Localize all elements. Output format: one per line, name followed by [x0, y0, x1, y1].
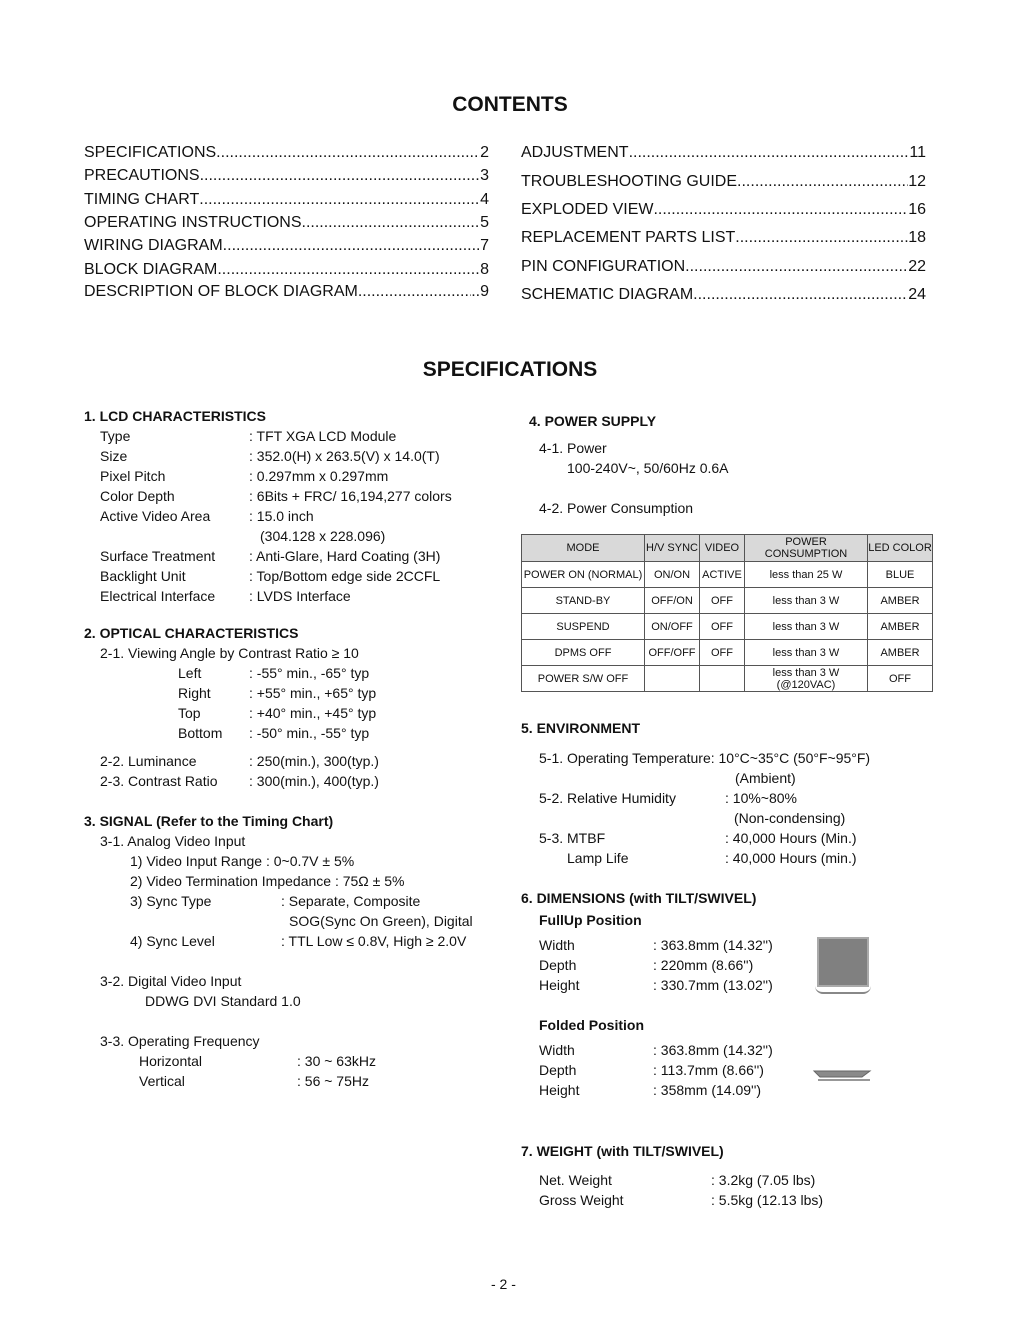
lamp-life-value: : 40,000 Hours (min.): [725, 850, 857, 866]
dim-key: Depth: [539, 1062, 577, 1078]
toc-item[interactable]: WIRING DIAGRAM ..... 7: [84, 237, 489, 255]
monitor-folded-image: [812, 1068, 872, 1082]
contents-title: CONTENTS: [452, 93, 568, 116]
table-row: [522, 614, 933, 640]
gross-weight-key: Gross Weight: [539, 1192, 624, 1208]
toc-item[interactable]: PIN CONFIGURATION ..... 22: [521, 258, 926, 276]
sync-type-key: 3) Sync Type: [130, 893, 212, 909]
table-cell: less than 25 W: [745, 562, 868, 588]
spec-value: : 15.0 inch: [249, 508, 314, 524]
power-label: 4-1. Power: [539, 440, 607, 456]
dim-key: Height: [539, 1082, 580, 1098]
specifications-title: SPECIFICATIONS: [422, 358, 598, 381]
angle-value: : +55° min., +65° typ: [249, 685, 377, 701]
table-cell: POWER ON (NORMAL): [522, 562, 645, 588]
vertical-key: Vertical: [139, 1073, 185, 1089]
vertical-value: : 56 ~ 75Hz: [297, 1073, 369, 1089]
horizontal-key: Horizontal: [139, 1053, 203, 1069]
toc-item[interactable]: TROUBLESHOOTING GUIDE ..... 12: [521, 173, 926, 191]
table-cell: DPMS OFF: [522, 640, 645, 666]
table-cell: OFF: [868, 666, 933, 692]
angle-key: Right: [178, 685, 211, 701]
table-header: H/V SYNC: [645, 535, 700, 562]
table-cell: OFF/OFF: [645, 640, 700, 666]
power-heading: 4. POWER SUPPLY: [529, 413, 657, 429]
angle-key: Top: [178, 705, 201, 721]
toc-item[interactable]: OPERATING INSTRUCTIONS ..... 5: [84, 214, 489, 232]
toc-item[interactable]: SPECIFICATIONS ..... 2: [84, 144, 489, 162]
table-row: [522, 666, 933, 692]
table-cell: [645, 666, 700, 692]
toc-item[interactable]: DESCRIPTION OF BLOCK DIAGRAM ..... ..9: [84, 283, 489, 301]
table-header: LED COLOR: [868, 535, 933, 562]
dim-value: : 363.8mm (14.32''): [653, 937, 773, 953]
table-header: MODE: [522, 535, 645, 562]
power-consumption-table: [521, 534, 933, 692]
angle-key: Left: [178, 665, 202, 681]
weight-heading: 7. WEIGHT (with TILT/SWIVEL): [521, 1143, 724, 1159]
table-cell-note: (@120VAC): [776, 678, 836, 691]
table-cell: SUSPEND: [522, 614, 645, 640]
table-cell: less than 3 W: [745, 614, 868, 640]
dim-value: : 113.7mm (8.66''): [653, 1062, 764, 1078]
toc-item[interactable]: PRECAUTIONS ..... 3: [84, 167, 489, 185]
table-cell: OFF/ON: [645, 588, 700, 614]
horizontal-value: : 30 ~ 63kHz: [297, 1053, 376, 1069]
signal-heading: 3. SIGNAL (Refer to the Timing Chart): [84, 813, 334, 829]
humidity-key: 5-2. Relative Humidity: [539, 790, 676, 806]
table-cell: POWER S/W OFF: [522, 666, 645, 692]
table-cell: less than 3 W: [745, 588, 868, 614]
dim-key: Width: [539, 1042, 575, 1058]
table-cell: ACTIVE: [700, 562, 745, 588]
dim-value: : 220mm (8.66''): [653, 957, 754, 973]
digital-input: 3-2. Digital Video Input: [100, 973, 242, 989]
table-cell: [700, 666, 745, 692]
power-consumption-label: 4-2. Power Consumption: [539, 500, 694, 516]
table-header: VIDEO: [700, 535, 745, 562]
angle-value: : -55° min., -65° typ: [249, 665, 370, 681]
table-cell: AMBER: [868, 614, 933, 640]
contrast-value: : 300(min.), 400(typ.): [249, 773, 379, 789]
table-cell-multiline: [745, 666, 868, 692]
spec-key: Color Depth: [100, 488, 175, 504]
optical-heading: 2. OPTICAL CHARACTERISTICS: [84, 625, 299, 641]
toc-item[interactable]: ADJUSTMENT ..... 11: [521, 144, 926, 162]
fullup-heading: FullUp Position: [539, 912, 642, 928]
table-cell: ON/ON: [645, 562, 700, 588]
spec-key: Electrical Interface: [100, 588, 216, 604]
table-cell: less than 3 W: [772, 666, 840, 679]
dimensions-heading: 6. DIMENSIONS (with TILT/SWIVEL): [521, 890, 757, 906]
toc-item[interactable]: REPLACEMENT PARTS LIST ..... 18: [521, 229, 926, 247]
dim-value: : 358mm (14.09''): [653, 1082, 762, 1098]
video-range: 1) Video Input Range : 0~0.7V ± 5%: [130, 853, 355, 869]
lcd-heading: 1. LCD CHARACTERISTICS: [84, 408, 267, 424]
toc-item[interactable]: BLOCK DIAGRAM ..... 8: [84, 261, 489, 279]
dim-key: Depth: [539, 957, 577, 973]
angle-value: : -50° min., -55° typ: [249, 725, 370, 741]
spec-key: Type: [100, 428, 131, 444]
dim-key: Height: [539, 977, 580, 993]
dim-value: : 330.7mm (13.02''): [653, 977, 773, 993]
sync-type-value: : Separate, Composite: [281, 893, 421, 909]
spec-key: Size: [100, 448, 128, 464]
table-cell: AMBER: [868, 640, 933, 666]
analog-input: 3-1. Analog Video Input: [100, 833, 246, 849]
humidity-value: : 10%~80%: [725, 790, 797, 806]
dim-value: : 363.8mm (14.32''): [653, 1042, 773, 1058]
sync-level-value: : TTL Low ≤ 0.8V, High ≥ 2.0V: [281, 933, 467, 949]
spec-value: (304.128 x 228.096): [260, 528, 386, 544]
spec-value: : 352.0(H) x 263.5(V) x 14.0(T): [249, 448, 440, 464]
environment-heading: 5. ENVIRONMENT: [521, 720, 641, 736]
toc-item[interactable]: SCHEMATIC DIAGRAM ..... 24: [521, 286, 926, 304]
termination: 2) Video Termination Impedance : 75Ω ± 5%: [130, 873, 405, 889]
table-cell: STAND-BY: [522, 588, 645, 614]
net-weight-value: : 3.2kg (7.05 lbs): [711, 1172, 816, 1188]
digital-standard: DDWG DVI Standard 1.0: [145, 993, 301, 1009]
page-number: - 2 -: [491, 1276, 516, 1292]
monitor-upright-image: [817, 937, 869, 987]
spec-key: Active Video Area: [100, 508, 211, 524]
operating-temperature: 5-1. Operating Temperature: 10°C~35°C (50°F~95°F): [539, 750, 871, 766]
power-value: 100-240V~, 50/60Hz 0.6A: [567, 460, 729, 476]
ambient-note: (Ambient): [735, 770, 796, 786]
mtbf-value: : 40,000 Hours (Min.): [725, 830, 857, 846]
angle-key: Bottom: [178, 725, 223, 741]
net-weight-key: Net. Weight: [539, 1172, 612, 1188]
table-row: [522, 640, 933, 666]
spec-value: : Anti-Glare, Hard Coating (3H): [249, 548, 441, 564]
table-cell: less than 3 W: [745, 640, 868, 666]
folded-heading: Folded Position: [539, 1017, 644, 1033]
toc-item[interactable]: TIMING CHART ..... 4: [84, 191, 489, 209]
table-cell: BLUE: [868, 562, 933, 588]
table-row: [522, 562, 933, 588]
operating-frequency: 3-3. Operating Frequency: [100, 1033, 260, 1049]
mtbf-key: 5-3. MTBF: [539, 830, 606, 846]
table-header-row: [522, 535, 933, 562]
viewing-angle: 2-1. Viewing Angle by Contrast Ratio ≥ 10: [100, 645, 359, 661]
spec-value: : 0.297mm x 0.297mm: [249, 468, 389, 484]
luminance-key: 2-2. Luminance: [100, 753, 197, 769]
sync-level-key: 4) Sync Level: [130, 933, 215, 949]
spec-value: : 6Bits + FRC/ 16,194,277 colors: [249, 488, 452, 504]
spec-value: : Top/Bottom edge side 2CCFL: [249, 568, 441, 584]
table-cell: ON/OFF: [645, 614, 700, 640]
toc-item[interactable]: EXPLODED VIEW ..... 16: [521, 201, 926, 219]
sync-type-value-2: SOG(Sync On Green), Digital: [289, 913, 473, 929]
luminance-value: : 250(min.), 300(typ.): [249, 753, 379, 769]
spec-value: : LVDS Interface: [249, 588, 351, 604]
lamp-life-key: Lamp Life: [567, 850, 629, 866]
non-condensing-note: (Non-condensing): [734, 810, 846, 826]
table-cell: OFF: [700, 614, 745, 640]
spec-key: Surface Treatment: [100, 548, 216, 564]
angle-value: : +40° min., +45° typ: [249, 705, 377, 721]
table-cell: AMBER: [868, 588, 933, 614]
dim-key: Width: [539, 937, 575, 953]
gross-weight-value: : 5.5kg (12.13 lbs): [711, 1192, 824, 1208]
spec-key: Backlight Unit: [100, 568, 186, 584]
spec-key: Pixel Pitch: [100, 468, 166, 484]
table-cell: OFF: [700, 640, 745, 666]
table-header: POWER CONSUMPTION: [745, 535, 868, 562]
contrast-key: 2-3. Contrast Ratio: [100, 773, 218, 789]
table-cell: OFF: [700, 588, 745, 614]
table-row: [522, 588, 933, 614]
spec-value: : TFT XGA LCD Module: [249, 428, 397, 444]
